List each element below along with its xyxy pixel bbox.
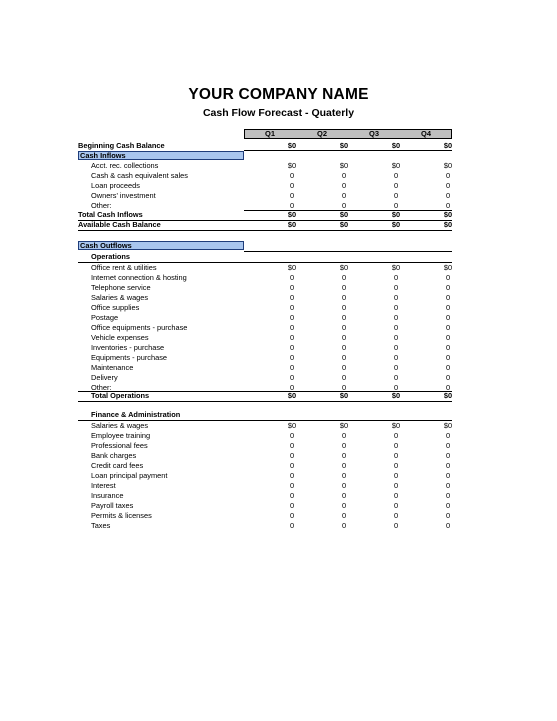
table-row xyxy=(78,263,452,273)
cash-inflows-header: Cash Inflows xyxy=(78,151,244,160)
row-value-q1: 0 xyxy=(289,201,295,210)
row-value-q2: 0 xyxy=(341,461,347,470)
row-value-q3: $0 xyxy=(391,141,401,150)
row-value-q2: 0 xyxy=(341,373,347,382)
row-label: Delivery xyxy=(91,373,118,382)
row-value-q1: 0 xyxy=(289,501,295,510)
row-value-q1: $0 xyxy=(287,210,297,219)
row-label: Salaries & wages xyxy=(91,421,149,430)
row-value-q4: 0 xyxy=(445,451,451,460)
row-value-q4: 0 xyxy=(445,511,451,520)
table-row xyxy=(78,273,452,283)
row-value-q2: 0 xyxy=(341,363,347,372)
table-row xyxy=(78,373,452,383)
row-label: Interest xyxy=(91,481,116,490)
table-row xyxy=(78,491,452,501)
row-value-q4: $0 xyxy=(443,421,453,430)
row-value-q2: $0 xyxy=(339,220,349,229)
row-value-q4: 0 xyxy=(445,201,451,210)
row-label: Insurance xyxy=(91,491,124,500)
row-value-q4: 0 xyxy=(445,501,451,510)
available-balance-divider xyxy=(78,230,452,231)
row-value-q1: 0 xyxy=(289,181,295,190)
row-label: Inventories - purchase xyxy=(91,343,165,352)
row-value-q2: 0 xyxy=(341,303,347,312)
row-value-q4: 0 xyxy=(445,363,451,372)
table-row xyxy=(78,431,452,441)
row-label: Internet connection & hosting xyxy=(91,273,187,282)
row-value-q1: 0 xyxy=(289,313,295,322)
row-label: Professional fees xyxy=(91,441,148,450)
row-value-q2: 0 xyxy=(341,293,347,302)
row-value-q1: 0 xyxy=(289,461,295,470)
table-row xyxy=(78,471,452,481)
row-value-q1: 0 xyxy=(289,471,295,480)
table-row xyxy=(78,191,452,201)
row-value-q4: 0 xyxy=(445,383,451,392)
operations-heading xyxy=(78,252,452,262)
row-value-q3: 0 xyxy=(393,461,399,470)
row-value-q4: 0 xyxy=(445,323,451,332)
row-label: Vehicle expenses xyxy=(91,333,149,342)
table-row xyxy=(78,421,452,431)
row-value-q4: 0 xyxy=(445,461,451,470)
row-value-q2: $0 xyxy=(339,210,349,219)
row-value-q2: 0 xyxy=(341,201,347,210)
row-value-q1: 0 xyxy=(289,333,295,342)
document-subtitle: Cash Flow Forecast - Quaterly xyxy=(202,107,355,119)
row-value-q1: 0 xyxy=(289,491,295,500)
row-value-q2: 0 xyxy=(341,333,347,342)
row-label: Maintenance xyxy=(91,363,134,372)
row-value-q2: 0 xyxy=(341,181,347,190)
row-value-q1: $0 xyxy=(287,141,297,150)
row-label: Bank charges xyxy=(91,451,137,460)
row-value-q4: 0 xyxy=(445,491,451,500)
section-label: Finance & Administration xyxy=(91,410,181,419)
row-value-q2: 0 xyxy=(341,343,347,352)
table-row xyxy=(78,353,452,363)
row-value-q4: 0 xyxy=(445,471,451,480)
divider-line xyxy=(244,150,452,151)
row-value-q3: 0 xyxy=(393,383,399,392)
row-value-q3: 0 xyxy=(393,471,399,480)
cash-outflows-header: Cash Outflows xyxy=(78,241,244,250)
row-value-q2: 0 xyxy=(341,191,347,200)
row-label: Total Operations xyxy=(91,391,150,400)
company-name: YOUR COMPANY NAME xyxy=(188,86,369,103)
row-value-q1: $0 xyxy=(287,161,297,170)
row-value-q3: 0 xyxy=(393,191,399,200)
table-row xyxy=(78,333,452,343)
table-row xyxy=(78,481,452,491)
table-row xyxy=(78,501,452,511)
row-value-q3: 0 xyxy=(393,293,399,302)
row-value-q4: 0 xyxy=(445,313,451,322)
row-label: Acct. rec. collections xyxy=(91,161,159,170)
row-value-q3: $0 xyxy=(391,421,401,430)
row-label: Office equipments - purchase xyxy=(91,323,188,332)
row-label: Office rent & utilities xyxy=(91,263,157,272)
row-value-q4: 0 xyxy=(445,333,451,342)
row-value-q2: 0 xyxy=(341,481,347,490)
row-value-q1: 0 xyxy=(289,431,295,440)
row-value-q4: $0 xyxy=(443,220,453,229)
row-label: Available Cash Balance xyxy=(78,220,161,229)
row-value-q1: 0 xyxy=(289,363,295,372)
row-value-q4: 0 xyxy=(445,521,451,530)
table-row xyxy=(78,283,452,293)
row-value-q3: $0 xyxy=(391,391,401,400)
row-value-q3: 0 xyxy=(393,481,399,490)
row-label: Total Cash Inflows xyxy=(78,210,143,219)
row-value-q1: 0 xyxy=(289,191,295,200)
row-value-q4: $0 xyxy=(443,210,453,219)
available-cash-balance-row xyxy=(78,220,452,230)
row-value-q2: $0 xyxy=(339,391,349,400)
row-value-q3: 0 xyxy=(393,273,399,282)
row-label: Telephone service xyxy=(91,283,151,292)
row-value-q1: 0 xyxy=(289,441,295,450)
table-row xyxy=(78,171,452,181)
table-row xyxy=(78,451,452,461)
row-value-q2: 0 xyxy=(341,511,347,520)
row-value-q3: $0 xyxy=(391,161,401,170)
row-label: Office supplies xyxy=(91,303,140,312)
row-value-q3: 0 xyxy=(393,451,399,460)
row-value-q1: 0 xyxy=(289,373,295,382)
row-value-q1: 0 xyxy=(289,303,295,312)
row-value-q2: 0 xyxy=(341,313,347,322)
row-value-q3: $0 xyxy=(391,220,401,229)
total-operations-row xyxy=(78,391,452,401)
row-value-q2: 0 xyxy=(341,471,347,480)
table-row xyxy=(78,323,452,333)
quarter-header-q1: Q1 xyxy=(264,129,275,138)
row-value-q2: 0 xyxy=(341,283,347,292)
table-row xyxy=(78,181,452,191)
row-value-q2: 0 xyxy=(341,383,347,392)
row-value-q1: 0 xyxy=(289,171,295,180)
table-row xyxy=(78,313,452,323)
row-value-q4: 0 xyxy=(445,283,451,292)
row-value-q4: 0 xyxy=(445,191,451,200)
row-value-q2: 0 xyxy=(341,491,347,500)
finance-administration-heading xyxy=(78,410,452,420)
table-row xyxy=(78,441,452,451)
row-value-q1: 0 xyxy=(289,511,295,520)
row-label: Payroll taxes xyxy=(91,501,134,510)
row-value-q1: 0 xyxy=(289,273,295,282)
row-label: Taxes xyxy=(91,521,111,530)
row-value-q2: 0 xyxy=(341,501,347,510)
row-value-q1: $0 xyxy=(287,220,297,229)
row-value-q4: 0 xyxy=(445,293,451,302)
table-row xyxy=(78,343,452,353)
row-value-q1: $0 xyxy=(287,421,297,430)
row-value-q4: 0 xyxy=(445,481,451,490)
row-value-q1: 0 xyxy=(289,521,295,530)
row-value-q1: 0 xyxy=(289,353,295,362)
table-row xyxy=(78,511,452,521)
row-value-q3: 0 xyxy=(393,491,399,500)
quarter-header-q4: Q4 xyxy=(420,129,431,138)
row-value-q4: 0 xyxy=(445,353,451,362)
row-value-q1: 0 xyxy=(289,293,295,302)
row-value-q2: $0 xyxy=(339,161,349,170)
row-value-q1: 0 xyxy=(289,343,295,352)
row-value-q2: 0 xyxy=(341,451,347,460)
row-value-q3: 0 xyxy=(393,343,399,352)
section-label: Operations xyxy=(91,252,131,261)
row-label: Other: xyxy=(91,201,112,210)
row-value-q4: $0 xyxy=(443,391,453,400)
row-value-q1: 0 xyxy=(289,481,295,490)
row-label: Employee training xyxy=(91,431,151,440)
row-value-q3: 0 xyxy=(393,303,399,312)
table-row xyxy=(78,293,452,303)
row-label: Other: xyxy=(91,383,112,392)
row-value-q4: 0 xyxy=(445,181,451,190)
row-label: Cash & cash equivalent sales xyxy=(91,171,188,180)
row-value-q3: 0 xyxy=(393,201,399,210)
row-value-q2: 0 xyxy=(341,273,347,282)
row-label: Permits & licenses xyxy=(91,511,152,520)
row-label: Credit card fees xyxy=(91,461,144,470)
row-value-q4: 0 xyxy=(445,303,451,312)
row-value-q4: 0 xyxy=(445,343,451,352)
total-cash-inflows-row xyxy=(78,210,452,220)
row-value-q2: $0 xyxy=(339,263,349,272)
row-value-q4: $0 xyxy=(443,141,453,150)
row-value-q4: 0 xyxy=(445,273,451,282)
row-value-q3: 0 xyxy=(393,501,399,510)
row-value-q2: 0 xyxy=(341,521,347,530)
row-value-q3: 0 xyxy=(393,373,399,382)
row-value-q2: $0 xyxy=(339,141,349,150)
row-value-q2: $0 xyxy=(339,421,349,430)
row-value-q1: 0 xyxy=(289,323,295,332)
row-label: Beginning Cash Balance xyxy=(78,141,165,150)
row-value-q4: $0 xyxy=(443,263,453,272)
row-value-q1: $0 xyxy=(287,391,297,400)
total-operations-divider xyxy=(78,401,452,402)
row-value-q3: 0 xyxy=(393,431,399,440)
row-value-q3: 0 xyxy=(393,333,399,342)
row-value-q2: 0 xyxy=(341,431,347,440)
table-row xyxy=(78,521,452,531)
row-value-q2: 0 xyxy=(341,323,347,332)
row-label: Loan principal payment xyxy=(91,471,168,480)
row-label: Equipments - purchase xyxy=(91,353,167,362)
row-value-q2: 0 xyxy=(341,171,347,180)
row-label: Owners' investment xyxy=(91,191,156,200)
row-value-q3: 0 xyxy=(393,353,399,362)
row-value-q4: 0 xyxy=(445,441,451,450)
row-value-q1: 0 xyxy=(289,383,295,392)
table-row xyxy=(78,461,452,471)
row-value-q1: 0 xyxy=(289,283,295,292)
table-row xyxy=(78,161,452,171)
row-value-q3: 0 xyxy=(393,511,399,520)
row-value-q2: 0 xyxy=(341,441,347,450)
row-value-q3: 0 xyxy=(393,181,399,190)
row-value-q3: 0 xyxy=(393,283,399,292)
row-label: Loan proceeds xyxy=(91,181,140,190)
row-value-q3: 0 xyxy=(393,521,399,530)
quarter-header-q3: Q3 xyxy=(368,129,379,138)
table-row xyxy=(78,303,452,313)
row-value-q2: 0 xyxy=(341,353,347,362)
row-value-q3: 0 xyxy=(393,313,399,322)
row-value-q3: $0 xyxy=(391,263,401,272)
row-value-q4: 0 xyxy=(445,373,451,382)
row-value-q3: $0 xyxy=(391,210,401,219)
row-value-q3: 0 xyxy=(393,171,399,180)
row-value-q4: $0 xyxy=(443,161,453,170)
row-value-q1: $0 xyxy=(287,263,297,272)
row-value-q3: 0 xyxy=(393,323,399,332)
quarter-header-q2: Q2 xyxy=(316,129,327,138)
row-value-q3: 0 xyxy=(393,441,399,450)
table-row xyxy=(78,363,452,373)
row-value-q4: 0 xyxy=(445,431,451,440)
row-label: Salaries & wages xyxy=(91,293,149,302)
row-value-q4: 0 xyxy=(445,171,451,180)
row-value-q3: 0 xyxy=(393,363,399,372)
row-value-q1: 0 xyxy=(289,451,295,460)
row-label: Postage xyxy=(91,313,119,322)
